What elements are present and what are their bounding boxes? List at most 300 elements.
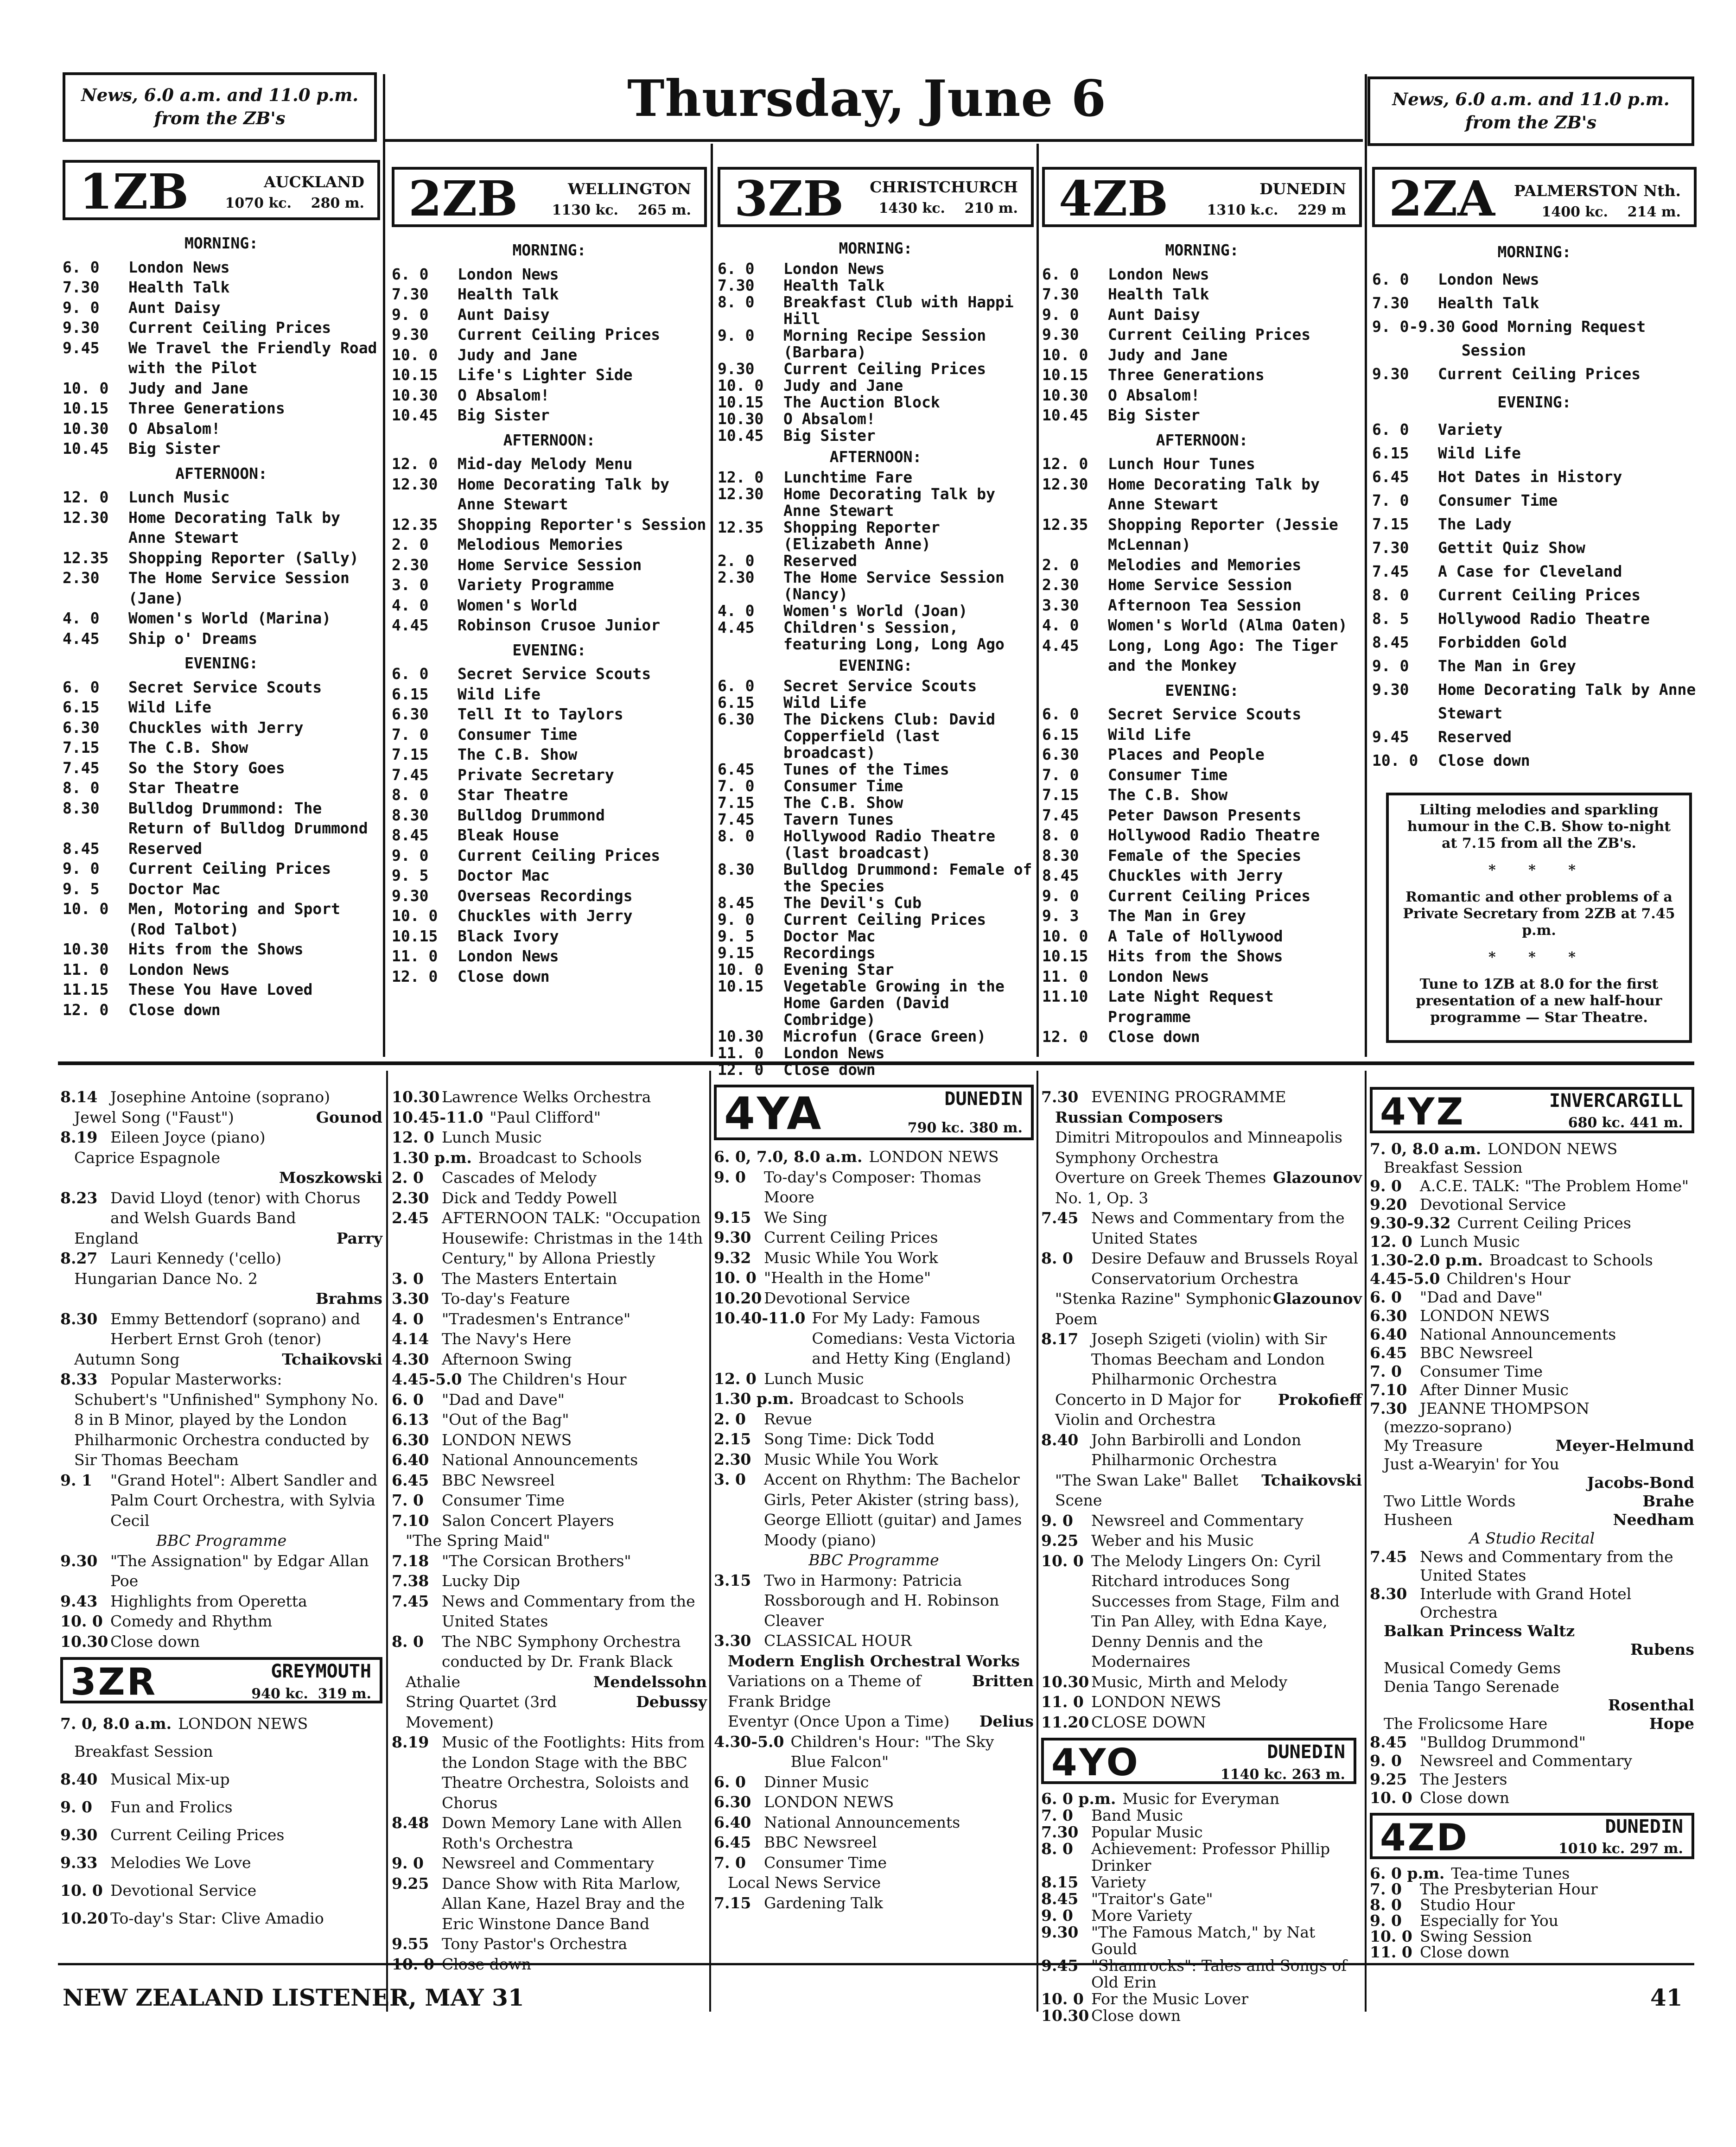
program-title: The Man in Grey (1108, 907, 1246, 925)
program-time: 9.15 (714, 1208, 751, 1226)
program-row (714, 1227, 1034, 1248)
program-detail (1370, 1436, 1694, 1455)
program-time: 7.15 (392, 745, 429, 763)
program-title: Hot Dates in History (1438, 468, 1622, 486)
program-row (1042, 595, 1362, 616)
program-title: Lunchtime Fare (783, 468, 913, 486)
program-row (1370, 1381, 1694, 1399)
program-time: 7.45 (392, 1592, 429, 1610)
section-heading: EVENING: (512, 641, 586, 659)
program-row (718, 469, 1034, 486)
section-heading: EVENING: (1165, 681, 1239, 699)
station-city: PALMERSTON Nth. (1513, 182, 1681, 200)
program-time: 6.15 (392, 685, 429, 703)
station-column-4zb (1042, 167, 1362, 1061)
composer-name: Rosenthal (1608, 1696, 1694, 1714)
lower-column-1 (60, 1087, 382, 1963)
program-title: A Tale of Hollywood (1108, 927, 1283, 945)
program-time: 4.45 (1042, 636, 1079, 654)
program-row (392, 385, 707, 406)
program-row (63, 858, 380, 879)
program-time: 10.45 (1042, 406, 1088, 424)
program-title: The Man in Grey (1438, 657, 1577, 675)
program-row (392, 1410, 707, 1430)
program-title: Song Time: Dick Todd (764, 1430, 935, 1448)
composer-name: Tchaikovski (282, 1350, 382, 1368)
program-row (714, 1631, 1034, 1651)
program-title: Studio Hour (1420, 1896, 1515, 1914)
program-row (63, 758, 380, 778)
program-row (1370, 1307, 1694, 1325)
program-detail (1041, 1470, 1362, 1511)
program-detail (60, 1228, 382, 1249)
program-row (1041, 1692, 1362, 1712)
section-heading: MORNING: (1165, 241, 1239, 259)
program-time: 8.30 (718, 860, 755, 878)
program-title: We Travel the Friendly Road with the Pilot (128, 338, 377, 377)
program-time: 8.40 (60, 1770, 98, 1788)
program-row (714, 1409, 1034, 1429)
program-time: 10. 0 (1370, 1927, 1412, 1945)
program-title: Shopping Reporter (Jessie McLennan) (1108, 515, 1338, 553)
program-time: 10.40-11.0 (714, 1309, 806, 1327)
program-detail (1370, 1511, 1694, 1529)
program-time: 9. 0 (63, 859, 100, 877)
program-time: 8.48 (392, 1814, 429, 1832)
program-title: More Variety (1091, 1906, 1192, 1925)
program-time: 6. 0 (1372, 270, 1409, 288)
program-time: 9.43 (60, 1592, 98, 1610)
station-call: 4YZ (1380, 1090, 1465, 1133)
program-title: Current Ceiling Prices (1457, 1214, 1631, 1232)
program-row (1042, 744, 1362, 765)
program-row (392, 684, 707, 705)
section-heading: EVENING: (1497, 393, 1571, 411)
program-row (1041, 1208, 1362, 1248)
program-detail (1041, 1289, 1362, 1329)
program-time: 7.18 (392, 1551, 429, 1570)
program-title: Lunch Music (128, 488, 230, 506)
program-row (1372, 441, 1697, 465)
program-row (1370, 1344, 1694, 1362)
program-title: Current Ceiling Prices (783, 910, 986, 928)
program-title: The Navy's Here (442, 1330, 572, 1348)
program-time: 4.45-5.0 (1370, 1270, 1440, 1288)
col-divider-2 (711, 144, 713, 1057)
program-time: 6. 0 (1370, 1288, 1402, 1306)
program-row (1372, 315, 1697, 362)
program-time: 10.30 (718, 1027, 764, 1045)
program-row (60, 1710, 382, 1738)
program-title: Melodious Memories (458, 535, 623, 553)
program-time: 8.14 (60, 1088, 98, 1106)
program-row (1041, 1329, 1362, 1390)
program-row (1370, 1325, 1694, 1344)
program-time: 11. 0 (1042, 967, 1088, 985)
program-time: 4. 0 (63, 609, 100, 627)
program-detail (714, 1873, 1034, 1893)
program-title: Current Ceiling Prices (764, 1228, 938, 1246)
program-title: BBC Newsreel (764, 1833, 877, 1851)
program-row (1041, 1874, 1362, 1891)
program-title: The Dickens Club: David Copperfield (last broadcast) (783, 710, 995, 762)
section-heading: AFTERNOON: (829, 448, 922, 466)
program-title: London News (458, 265, 559, 283)
program-detail-text: Husheen (1384, 1511, 1453, 1529)
program-detail (1370, 1715, 1694, 1733)
program-row (63, 879, 380, 899)
program-row (718, 961, 1034, 978)
station-freq: 1130 kc. 265 m. (552, 202, 691, 218)
program-row (1370, 1789, 1694, 1807)
program-time: 10.15 (63, 399, 109, 417)
program-title: Big Sister (128, 439, 221, 457)
program-title: Lucky Dip (442, 1572, 520, 1590)
program-time: 2. 0 (714, 1410, 746, 1428)
program-row (1041, 1551, 1362, 1672)
program-time: 7.30 (63, 278, 100, 296)
program-time: 10. 0 (714, 1269, 757, 1287)
program-detail-text: Russian Composers (1055, 1108, 1223, 1126)
program-detail-text: Balkan Princess Waltz (1384, 1622, 1575, 1640)
program-row (718, 694, 1034, 711)
program-time: 10.30 (392, 1088, 440, 1106)
program-row (1042, 305, 1362, 325)
section-heading: AFTERNOON: (1156, 431, 1248, 449)
program-title: Home Service Session (458, 555, 642, 574)
program-time: 8.45 (63, 839, 100, 858)
program-row (1042, 515, 1362, 555)
program-detail (1370, 1455, 1694, 1474)
program-title: Music, Mirth and Melody (1091, 1672, 1288, 1691)
program-title: Big Sister (783, 426, 876, 445)
program-row (714, 1389, 1034, 1409)
header-rule (385, 139, 1363, 142)
program-row (392, 1470, 707, 1491)
program-title: "Dad and Dave" (1420, 1288, 1543, 1306)
program-row (714, 1792, 1034, 1812)
program-row (714, 1167, 1034, 1207)
program-time: 9. 0 (1370, 1912, 1402, 1930)
program-row (714, 1570, 1034, 1631)
program-title: AFTERNOON TALK: "Occupation Housewife: Christmas in the 14th Century," by Allona Priestly (442, 1209, 703, 1267)
program-title: The Melody Lingers On: Cyril Ritchard introduces Song Successes from Stage, Film and Tin Pan Alley, with Edna Kaye, Denny Dennis and the Modernaires (1091, 1551, 1340, 1671)
program-detail-text: Local News Service (728, 1874, 881, 1892)
program-time: 9. 0 (718, 326, 755, 344)
program-time: 11. 0 (1041, 1693, 1084, 1711)
program-row (392, 785, 707, 805)
program-row (1042, 704, 1362, 724)
program-row (63, 568, 380, 608)
program-row (1041, 1891, 1362, 1907)
program-title: Current Ceiling Prices (1438, 586, 1641, 604)
program-time: 2.30 (392, 1188, 429, 1207)
program-row (1372, 465, 1697, 489)
program-time: 10. 0 (392, 345, 438, 364)
program-row (392, 1732, 707, 1813)
station-box-4yo (1041, 1738, 1356, 1784)
program-time: 7.30 (1372, 294, 1409, 312)
program-title: London News (783, 1044, 885, 1062)
program-row (392, 454, 707, 474)
program-time: 7.45 (718, 810, 755, 828)
program-row (718, 1061, 1034, 1078)
program-time: 12.35 (63, 548, 109, 567)
program-row (1370, 1585, 1694, 1622)
program-time: 4.45 (63, 629, 100, 648)
program-time: 6.30 (1370, 1307, 1407, 1325)
program-time: 3.30 (1042, 596, 1079, 614)
program-time: 9.15 (718, 944, 755, 962)
program-time: 3.30 (714, 1632, 751, 1650)
program-time: 2.45 (392, 1209, 429, 1227)
program-time: 9. 0 (1370, 1752, 1402, 1770)
program-time: 7.15 (63, 738, 100, 756)
station-call: 3ZB (734, 170, 844, 227)
program-row (60, 1188, 382, 1228)
program-title: Afternoon Swing (442, 1350, 572, 1368)
program-row (63, 798, 380, 838)
program-title: Children's Hour (1446, 1270, 1571, 1288)
program-time: 9. 1 (60, 1471, 92, 1489)
program-row (392, 1188, 707, 1208)
composer-name: Delius (979, 1712, 1034, 1730)
program-time: 8.45 (1370, 1733, 1407, 1751)
station-column-3zb (718, 167, 1034, 1079)
station-freq: 940 kc. 319 m. (251, 1686, 371, 1702)
program-time: 7.30 (392, 285, 429, 303)
program-detail-text: Autumn Song (74, 1350, 180, 1368)
program-time: 4. 0 (392, 1309, 424, 1328)
program-row (392, 324, 707, 345)
program-title: The C.B. Show (128, 738, 248, 756)
program-time: 9. 3 (1042, 907, 1079, 925)
program-title: Current Ceiling Prices (110, 1826, 285, 1844)
program-title: Tea-time Tunes (1451, 1864, 1570, 1882)
program-title: "Health in the Home" (764, 1269, 931, 1287)
program-title: So the Story Goes (128, 758, 285, 777)
composer-name: Parry (336, 1229, 382, 1247)
program-title: Music While You Work (764, 1450, 938, 1468)
programme-credit: BBC Programme (156, 1531, 287, 1550)
program-title: Good Morning Request Session (1461, 318, 1646, 359)
program-time: 10. 0 (1041, 1990, 1084, 2008)
program-row (1372, 489, 1697, 512)
program-title: Women's World (Alma Oaten) (1108, 616, 1348, 634)
program-time: 10.45 (63, 439, 109, 457)
news-box-left (63, 72, 377, 142)
program-time: 12. 0 (63, 1000, 109, 1019)
program-time: 11.10 (1042, 987, 1088, 1005)
program-time: 8.40 (1041, 1430, 1079, 1449)
program-time: 9.25 (1370, 1770, 1407, 1788)
program-time: 8. 0 (392, 786, 429, 804)
program-time: 9.45 (1372, 728, 1409, 746)
program-row (1370, 1944, 1694, 1960)
program-title: Highlights from Operetta (110, 1592, 307, 1610)
program-row (392, 1571, 707, 1591)
station-city: GREYMOUTH (271, 1661, 371, 1682)
program-title: Bulldog Drummond: The Return of Bulldog Drummond (128, 799, 368, 837)
program-row (60, 1551, 382, 1591)
program-row (1042, 264, 1362, 285)
program-title: Tony Pastor's Orchestra (442, 1935, 628, 1953)
program-detail-text: Variations on a Theme of Frank Bridge (728, 1672, 921, 1710)
program-title: Music While You Work (764, 1248, 938, 1267)
program-title: Consumer Time (1420, 1362, 1543, 1380)
program-time: 7. 0, 8.0 a.m. (60, 1715, 172, 1733)
program-title: Places and People (1108, 745, 1265, 763)
program-time: 7.15 (1372, 515, 1409, 533)
program-title: Judy and Jane (1108, 345, 1228, 364)
program-row (60, 1821, 382, 1849)
composer-name: Moszkowski (279, 1169, 382, 1187)
program-title: Vegetable Growing in the Home Garden (David Combridge) (783, 977, 1005, 1029)
program-title: Microfun (Grace Green) (783, 1027, 986, 1045)
station-column-1zb (63, 160, 380, 1059)
program-title: "Traitor's Gate" (1091, 1890, 1213, 1908)
program-title: Tavern Tunes (783, 810, 894, 828)
program-time: 2.30 (714, 1450, 751, 1468)
program-title: Children's Session, featuring Long, Long Ago (783, 618, 1005, 653)
program-title: Judy and Jane (783, 376, 903, 394)
program-row (60, 1611, 382, 1632)
program-time: 7.30 (1041, 1823, 1079, 1841)
program-row (1372, 607, 1697, 630)
program-title: LONDON NEWS (764, 1793, 894, 1811)
composer-name: Brahe (1642, 1492, 1694, 1510)
program-list-2za (1372, 240, 1697, 772)
col-divider-1 (383, 74, 385, 1057)
program-row (1042, 575, 1362, 595)
program-row (1042, 405, 1362, 426)
program-time: 6.45 (1370, 1344, 1407, 1362)
program-row (714, 1853, 1034, 1873)
program-title: The Presbyterian Hour (1420, 1880, 1598, 1898)
program-time: 6.30 (63, 718, 100, 737)
program-row (1041, 1511, 1362, 1531)
program-row (60, 1793, 382, 1821)
program-time: 7.10 (1370, 1381, 1407, 1399)
spacer (1370, 1474, 1587, 1492)
program-time: 8.19 (392, 1733, 429, 1751)
section-heading: AFTERNOON: (175, 464, 267, 483)
program-row (718, 327, 1034, 361)
program-title: To-day's Star: Clive Amadio (110, 1909, 324, 1927)
program-row (1041, 1531, 1362, 1551)
program-title: Dinner Music (764, 1772, 869, 1791)
program-detail-text: "The Swan Lake" Ballet Scene (1055, 1471, 1239, 1509)
program-detail (1370, 1492, 1694, 1511)
program-time: 12.30 (1042, 475, 1088, 493)
program-time: 6.15 (1042, 725, 1079, 743)
program-row (60, 1766, 382, 1793)
program-detail-text: Overture on Greek Themes No. 1, Op. 3 (1055, 1169, 1266, 1207)
composer-name: Jacobs-Bond (1587, 1474, 1694, 1492)
program-detail-text: Schubert's "Unfinished" Symphony No. 8 in B Minor, played by the London Philharmonic Orchestra conducted by Sir Thomas Beecham (74, 1390, 379, 1469)
program-row (1042, 365, 1362, 385)
station-call: 4ZD (1380, 1816, 1469, 1859)
program-row (63, 318, 380, 338)
program-row (1372, 630, 1697, 654)
program-row (63, 718, 380, 738)
bottom-rule (58, 1963, 1694, 1965)
composer-name: Prokofieff (1278, 1390, 1362, 1409)
program-row (392, 805, 707, 826)
program-time: 10. 0 (1042, 927, 1088, 945)
program-detail (60, 1349, 382, 1370)
program-row (718, 911, 1034, 928)
program-time: 12. 0 (392, 967, 438, 985)
program-time: 9.30 (60, 1826, 98, 1844)
program-row (392, 1390, 707, 1410)
program-detail (1370, 1640, 1694, 1659)
program-title: Desire Defauw and Brussels Royal Conservatorium Orchestra (1091, 1249, 1358, 1288)
station-column-2zb (392, 167, 707, 1061)
program-title: The Devil's Cub (783, 894, 922, 912)
program-time: 9.30 (60, 1551, 98, 1570)
program-time: 8. 5 (1372, 610, 1409, 628)
program-row (1370, 1770, 1694, 1789)
program-time: 12.30 (718, 485, 764, 503)
station-box-2za (1372, 167, 1697, 227)
program-title: Wild Life (128, 698, 211, 716)
program-title: Newsreel and Commentary (1420, 1752, 1632, 1770)
station-freq: 1010 kc. 297 m. (1558, 1841, 1683, 1857)
program-title: Home Decorating Talk by Anne Stewart (1108, 475, 1320, 513)
program-row (392, 1349, 707, 1370)
program-row (392, 845, 707, 866)
program-row (1370, 1195, 1694, 1214)
program-title: Hollywood Radio Theatre (1438, 610, 1650, 628)
program-time: 3. 0 (714, 1470, 746, 1488)
program-row (392, 1551, 707, 1571)
program-row (714, 1832, 1034, 1853)
program-row (1370, 1548, 1694, 1585)
promo-separator: * * * (1488, 862, 1590, 878)
station-call: 2ZB (408, 170, 518, 227)
program-time: 8.23 (60, 1188, 98, 1207)
program-title: Variety Programme (458, 576, 614, 594)
program-title: "Tradesmen's Entrance" (442, 1309, 631, 1328)
program-list-4yo (1041, 1791, 1362, 2024)
program-time: 9.25 (1041, 1531, 1079, 1550)
program-time: 2.30 (718, 568, 755, 586)
program-title: Private Secretary (458, 765, 614, 784)
program-row (392, 615, 707, 635)
program-time: 7. 0 (1370, 1362, 1402, 1380)
program-detail-text: "The Spring Maid" (406, 1531, 550, 1550)
program-time: 10. 0 (1041, 1551, 1084, 1570)
program-detail-text: "Stenka Razine" Symphonic Poem (1055, 1289, 1272, 1328)
program-time: 10.15 (392, 366, 438, 384)
program-row (60, 1905, 382, 1932)
program-time: 7. 0, 8.0 a.m. (1370, 1140, 1482, 1158)
program-row (1042, 926, 1362, 946)
program-title: Current Ceiling Prices (783, 360, 986, 378)
program-detail-text: Jewel Song ("Faust") (74, 1108, 234, 1126)
program-title: Close down (442, 1955, 532, 1973)
program-time: 8.33 (60, 1370, 98, 1388)
program-row (1042, 324, 1362, 345)
program-row (60, 1849, 382, 1877)
program-title: Devotional Service (764, 1289, 910, 1307)
program-title: O Absalom! (1108, 386, 1200, 404)
program-title: Big Sister (458, 406, 550, 424)
section-heading: AFTERNOON: (503, 431, 596, 449)
program-title: "Dad and Dave" (442, 1390, 565, 1409)
spacer (60, 1168, 279, 1188)
